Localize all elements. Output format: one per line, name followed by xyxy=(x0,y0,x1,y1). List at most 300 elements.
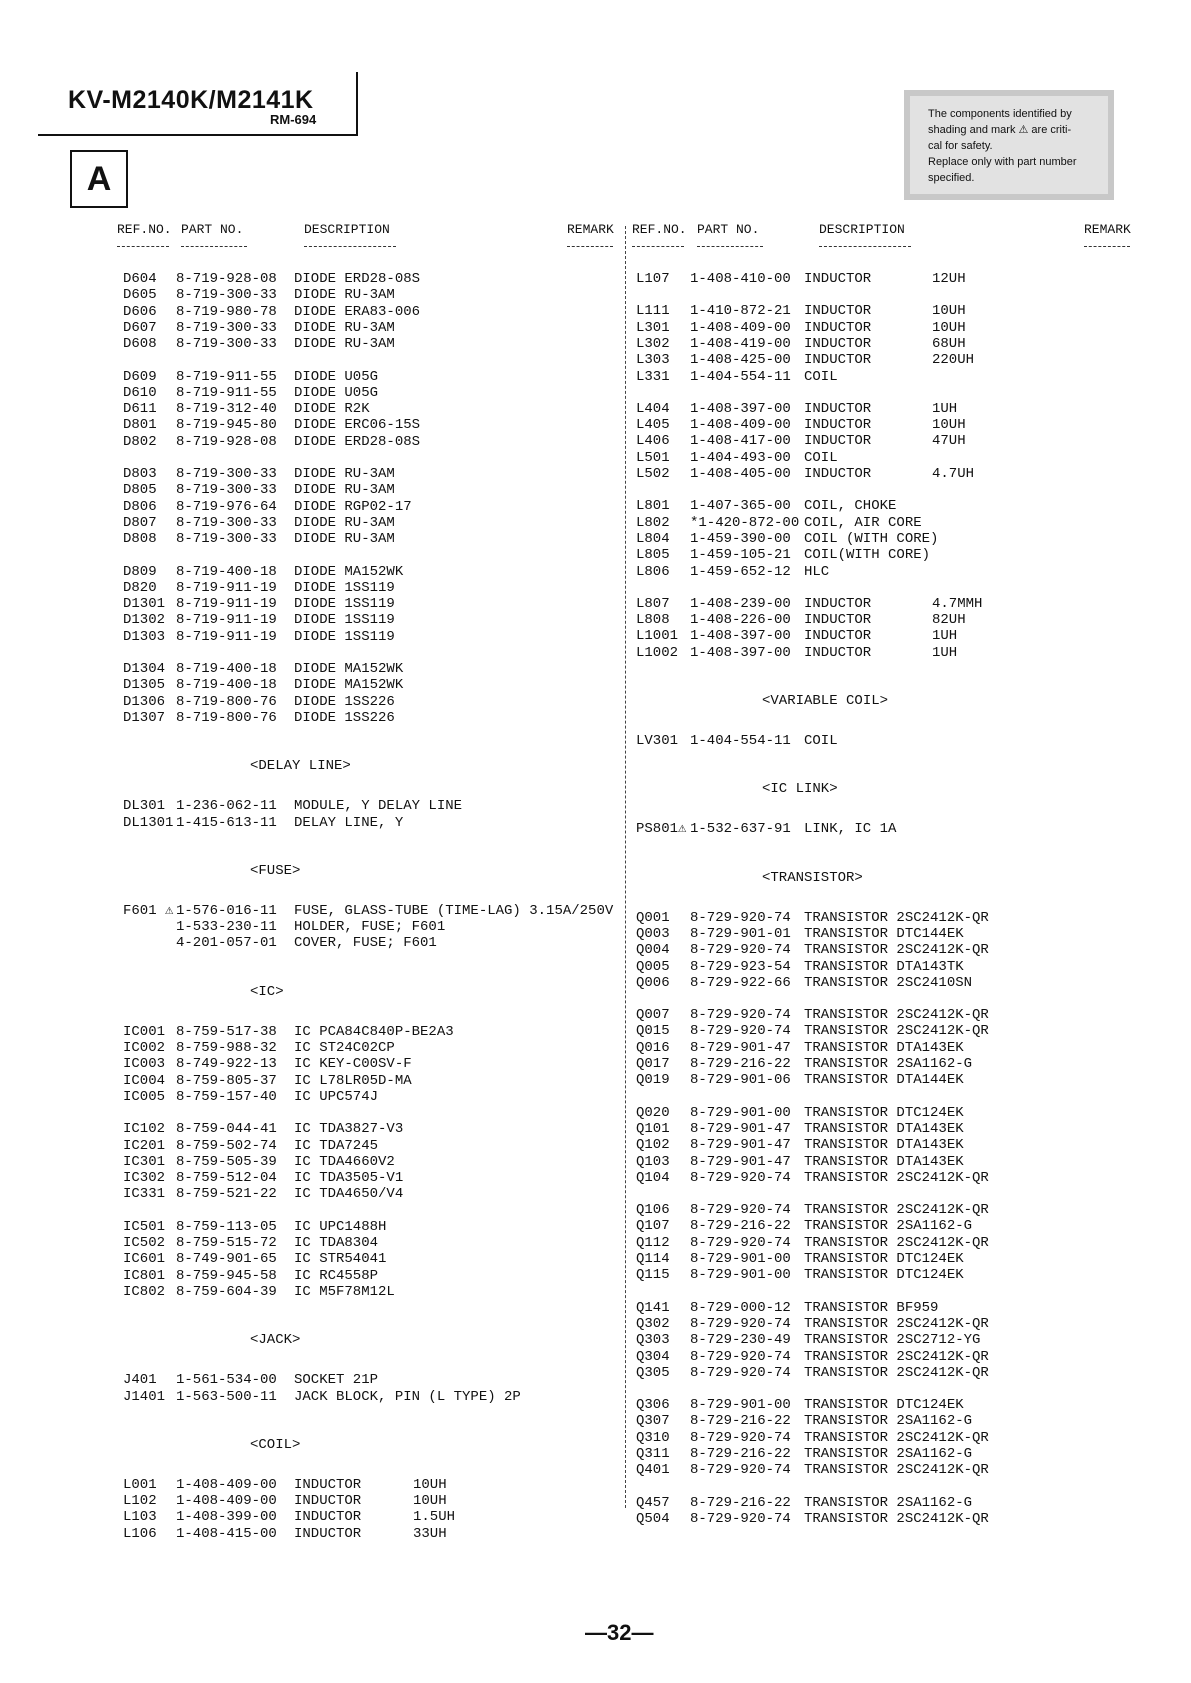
ref-no: J1401 xyxy=(123,1388,166,1405)
ref-no: Q114 xyxy=(636,1251,670,1267)
part-no: 8-759-515-72 xyxy=(176,1235,277,1251)
ref-no: D609 xyxy=(123,368,157,385)
part-description: IC TDA3505-V1 xyxy=(294,1170,404,1187)
ref-no: L805 xyxy=(636,547,670,564)
header-dash xyxy=(567,246,613,247)
ref-no: DL301 xyxy=(123,798,166,815)
part-value: 10UH xyxy=(932,303,966,320)
part-no: 1-407-365-00 xyxy=(690,498,791,515)
part-no: 1-459-105-21 xyxy=(690,547,791,564)
ref-no: D1307 xyxy=(123,709,166,726)
ref-no: IC502 xyxy=(123,1235,166,1251)
part-description: DIODE 1SS226 xyxy=(294,709,395,726)
part-no: 1-408-397-00 xyxy=(690,644,791,661)
part-value: 82UH xyxy=(932,612,966,629)
ref-no: IC003 xyxy=(123,1056,166,1073)
part-no: 8-719-800-76 xyxy=(176,693,277,710)
ref-no: L406 xyxy=(636,433,670,450)
part-description: COIL xyxy=(804,368,838,385)
ref-no: Q005 xyxy=(636,958,670,975)
part-no: 8-759-521-22 xyxy=(176,1186,277,1203)
ref-no: D1304 xyxy=(123,661,166,677)
ref-no: Q306 xyxy=(636,1397,670,1414)
part-description: INDUCTOR xyxy=(294,1493,362,1510)
part-no: 8-719-911-55 xyxy=(176,384,277,401)
part-description: TRANSISTOR DTA144EK xyxy=(804,1072,964,1089)
part-value: 1UH xyxy=(932,628,958,645)
ref-no: L001 xyxy=(123,1476,157,1493)
ref-no: D605 xyxy=(123,287,157,304)
section-heading: <JACK> xyxy=(250,1332,301,1349)
part-no: 8-729-923-54 xyxy=(690,958,791,975)
part-no: 8-719-400-18 xyxy=(176,677,277,694)
part-no: 8-759-988-32 xyxy=(176,1040,277,1056)
part-description: TRANSISTOR BF959 xyxy=(804,1299,939,1316)
part-description: INDUCTOR xyxy=(294,1476,362,1493)
part-value: 12UH xyxy=(932,271,966,287)
ref-no: IC301 xyxy=(123,1153,166,1170)
part-no: 8-729-901-47 xyxy=(690,1137,791,1154)
ref-no: L502 xyxy=(636,466,670,482)
ref-no: D809 xyxy=(123,563,157,580)
ref-no: L103 xyxy=(123,1509,157,1526)
part-no: 8-729-920-74 xyxy=(690,1234,791,1251)
part-description: TRANSISTOR DTC144EK xyxy=(804,925,964,942)
ref-no: Q017 xyxy=(636,1056,670,1072)
header-rule-vertical xyxy=(356,72,358,135)
model-title: KV-M2140K/M2141K xyxy=(68,86,314,114)
part-description: INDUCTOR xyxy=(804,271,872,287)
part-description: IC TDA7245 xyxy=(294,1137,379,1154)
ref-no: Q103 xyxy=(636,1153,670,1170)
ref-no: Q112 xyxy=(636,1234,670,1251)
part-description: INDUCTOR xyxy=(804,466,872,482)
part-no: 8-719-911-19 xyxy=(176,628,277,645)
part-no: 1-459-652-12 xyxy=(690,563,791,580)
part-no: 8-759-517-38 xyxy=(176,1023,277,1040)
part-no: 8-719-300-33 xyxy=(176,514,277,531)
part-description: IC PCA84C840P-BE2A3 xyxy=(294,1023,454,1040)
part-description: INDUCTOR xyxy=(804,433,872,450)
part-description: COVER, FUSE; F601 xyxy=(294,935,437,952)
ref-no: L107 xyxy=(636,271,670,287)
part-no: 8-729-901-06 xyxy=(690,1072,791,1089)
ref-no: DL1301 xyxy=(123,814,174,831)
part-description: DIODE MA152WK xyxy=(294,563,404,580)
part-description: DIODE MA152WK xyxy=(294,661,404,677)
part-description: JACK BLOCK, PIN (L TYPE) 2P xyxy=(294,1388,521,1405)
part-description: COIL (WITH CORE) xyxy=(804,530,939,547)
part-description: DIODE RU-3AM xyxy=(294,319,395,336)
section-heading: <VARIABLE COIL> xyxy=(762,693,889,709)
ref-no: IC601 xyxy=(123,1251,166,1268)
ref-no: Q141 xyxy=(636,1299,670,1316)
ref-no: IC005 xyxy=(123,1088,166,1105)
part-description: LINK, IC 1A xyxy=(804,821,897,838)
part-no: 8-759-604-39 xyxy=(176,1283,277,1300)
part-description: TRANSISTOR 2SA1162-G xyxy=(804,1446,973,1462)
ref-no: F601 ⚠ xyxy=(123,902,174,919)
column-header-ref-no: REF.NO. xyxy=(117,222,172,237)
part-no: 1-415-613-11 xyxy=(176,814,277,831)
ref-no: D820 xyxy=(123,579,157,596)
part-no: 8-719-911-19 xyxy=(176,596,277,613)
part-description: IC UPC1488H xyxy=(294,1218,387,1235)
column-header-part-no: PART NO. xyxy=(697,222,760,237)
ref-no: IC102 xyxy=(123,1121,166,1138)
part-description: DIODE ERD28-08S xyxy=(294,433,421,450)
section-heading: <TRANSISTOR> xyxy=(762,869,863,886)
column-header-remark: REMARK xyxy=(1084,222,1131,237)
part-description: IC KEY-C00SV-F xyxy=(294,1056,412,1073)
part-no: 8-729-920-74 xyxy=(690,942,791,959)
part-no: 8-729-000-12 xyxy=(690,1299,791,1316)
section-letter-box: A xyxy=(70,150,128,208)
ref-no: D802 xyxy=(123,433,157,450)
part-description: TRANSISTOR DTA143EK xyxy=(804,1120,964,1137)
part-description: IC UPC574J xyxy=(294,1088,379,1105)
part-no: 1-408-409-00 xyxy=(690,417,791,434)
ref-no: LV301 xyxy=(636,733,679,749)
part-no: 1-410-872-21 xyxy=(690,303,791,320)
part-no: 8-729-920-74 xyxy=(690,909,791,926)
ref-no: D610 xyxy=(123,384,157,401)
part-no: 1-533-230-11 xyxy=(176,919,277,936)
part-no: 8-729-901-00 xyxy=(690,1267,791,1284)
part-description: INDUCTOR xyxy=(804,335,872,352)
part-no: 8-729-920-74 xyxy=(690,1315,791,1332)
ref-no: Q102 xyxy=(636,1137,670,1154)
part-no: 1-408-405-00 xyxy=(690,466,791,482)
ref-no: IC302 xyxy=(123,1170,166,1187)
ref-no: Q401 xyxy=(636,1462,670,1479)
ref-no: Q303 xyxy=(636,1332,670,1349)
header-dash xyxy=(632,246,684,247)
part-description: IC ST24C02CP xyxy=(294,1040,395,1056)
part-description: HOLDER, FUSE; F601 xyxy=(294,919,446,936)
part-description: INDUCTOR xyxy=(804,644,872,661)
part-no: 8-719-400-18 xyxy=(176,563,277,580)
part-description: INDUCTOR xyxy=(804,352,872,369)
part-no: 8-719-911-55 xyxy=(176,368,277,385)
ref-no: Q020 xyxy=(636,1104,670,1121)
part-no: 8-729-216-22 xyxy=(690,1494,791,1511)
ref-no: IC801 xyxy=(123,1267,166,1284)
ref-no: D607 xyxy=(123,319,157,336)
part-no: 8-759-157-40 xyxy=(176,1088,277,1105)
part-description: INDUCTOR xyxy=(294,1509,362,1526)
part-no: 8-759-113-05 xyxy=(176,1218,277,1235)
part-no: 1-408-397-00 xyxy=(690,400,791,417)
part-no: 8-759-805-37 xyxy=(176,1072,277,1089)
part-no: 8-729-216-22 xyxy=(690,1056,791,1072)
part-no: 8-729-920-74 xyxy=(690,1023,791,1040)
part-no: 8-729-216-22 xyxy=(690,1446,791,1462)
part-description: DIODE RU-3AM xyxy=(294,336,395,353)
part-no: 1-408-226-00 xyxy=(690,612,791,629)
part-no: 8-759-505-39 xyxy=(176,1153,277,1170)
part-description: DIODE RU-3AM xyxy=(294,482,395,499)
part-no: 8-719-300-33 xyxy=(176,482,277,499)
ref-no: D1306 xyxy=(123,693,166,710)
ref-no: Q001 xyxy=(636,909,670,926)
section-heading: <IC> xyxy=(250,983,284,1000)
part-description: IC RC4558P xyxy=(294,1267,379,1284)
part-no: 8-729-901-00 xyxy=(690,1104,791,1121)
part-description: IC TDA4660V2 xyxy=(294,1153,395,1170)
ref-no: D807 xyxy=(123,514,157,531)
part-no: 1-408-409-00 xyxy=(690,319,791,336)
part-description: TRANSISTOR DTA143EK xyxy=(804,1039,964,1056)
ref-no: Q307 xyxy=(636,1413,670,1430)
ref-no: Q003 xyxy=(636,925,670,942)
ref-no: D808 xyxy=(123,531,157,548)
header-dash xyxy=(304,246,396,247)
part-no: 8-729-230-49 xyxy=(690,1332,791,1349)
part-description: DELAY LINE, Y xyxy=(294,814,404,831)
part-description: TRANSISTOR 2SC2412K-QR xyxy=(804,1429,989,1446)
part-description: COIL, CHOKE xyxy=(804,498,897,515)
part-description: DIODE 1SS119 xyxy=(294,628,395,645)
safety-notice-line: cal for safety. xyxy=(928,140,993,152)
safety-notice-line: shading and mark ⚠ are criti- xyxy=(928,124,1072,136)
safety-notice-line: specified. xyxy=(928,172,975,184)
part-no: 8-749-901-65 xyxy=(176,1251,277,1268)
part-no: 8-719-928-08 xyxy=(176,433,277,450)
ref-no: L302 xyxy=(636,335,670,352)
part-description: DIODE 1SS119 xyxy=(294,596,395,613)
part-value: 10UH xyxy=(413,1493,447,1510)
ref-no: D1305 xyxy=(123,677,166,694)
part-no: 1-408-397-00 xyxy=(690,628,791,645)
part-no: 1-576-016-11 xyxy=(176,902,277,919)
part-description: DIODE RU-3AM xyxy=(294,514,395,531)
ref-no: Q504 xyxy=(636,1510,670,1527)
part-no: 8-719-928-08 xyxy=(176,271,277,287)
column-header-part-no: PART NO. xyxy=(181,222,244,237)
ref-no: Q015 xyxy=(636,1023,670,1040)
part-no: 1-404-493-00 xyxy=(690,449,791,466)
ref-no: D606 xyxy=(123,303,157,320)
part-description: DIODE 1SS119 xyxy=(294,579,395,596)
ref-no: L106 xyxy=(123,1525,157,1542)
part-no: 8-719-300-33 xyxy=(176,531,277,548)
part-description: INDUCTOR xyxy=(294,1525,362,1542)
ref-no: L404 xyxy=(636,400,670,417)
ref-no: Q115 xyxy=(636,1267,670,1284)
part-no: 8-759-044-41 xyxy=(176,1121,277,1138)
part-no: 1-408-409-00 xyxy=(176,1493,277,1510)
part-description: INDUCTOR xyxy=(804,417,872,434)
header-dash xyxy=(117,246,169,247)
part-description: TRANSISTOR 2SC2412K-QR xyxy=(804,1348,989,1365)
part-no: 8-749-922-13 xyxy=(176,1056,277,1073)
part-no: 8-729-901-00 xyxy=(690,1397,791,1414)
part-description: DIODE RU-3AM xyxy=(294,466,395,482)
part-no: 1-408-409-00 xyxy=(176,1476,277,1493)
section-heading: <FUSE> xyxy=(250,862,301,879)
section-heading: <IC LINK> xyxy=(762,781,838,798)
part-description: DIODE U05G xyxy=(294,368,379,385)
ref-no: IC001 xyxy=(123,1023,166,1040)
ref-no: L1002 xyxy=(636,644,679,661)
ref-no: Q305 xyxy=(636,1364,670,1381)
part-description: SOCKET 21P xyxy=(294,1372,379,1389)
part-value: 10UH xyxy=(413,1476,447,1493)
part-no: 1-408-399-00 xyxy=(176,1509,277,1526)
part-description: IC TDA3827-V3 xyxy=(294,1121,404,1138)
part-value: 4.7MMH xyxy=(932,595,983,612)
part-description: HLC xyxy=(804,563,830,580)
part-description: COIL, AIR CORE xyxy=(804,514,922,531)
part-description: TRANSISTOR 2SC2412K-QR xyxy=(804,1202,989,1219)
part-no: 4-201-057-01 xyxy=(176,935,277,952)
part-no: 8-719-911-19 xyxy=(176,579,277,596)
part-value: 10UH xyxy=(932,319,966,336)
part-no: 8-719-976-64 xyxy=(176,498,277,515)
part-value: 33UH xyxy=(413,1525,447,1542)
part-no: 8-729-901-01 xyxy=(690,925,791,942)
part-description: IC L78LR05D-MA xyxy=(294,1072,412,1089)
section-heading: <DELAY LINE> xyxy=(250,758,351,775)
part-value: 220UH xyxy=(932,352,975,369)
part-no: 1-404-554-11 xyxy=(690,733,791,749)
part-no: 8-719-945-80 xyxy=(176,417,277,434)
part-no: 8-729-901-00 xyxy=(690,1251,791,1267)
ref-no: Q457 xyxy=(636,1494,670,1511)
part-no: 8-729-920-74 xyxy=(690,1202,791,1219)
part-description: DIODE RU-3AM xyxy=(294,287,395,304)
header-dash xyxy=(181,246,247,247)
part-description: TRANSISTOR DTC124EK xyxy=(804,1397,964,1414)
ref-no: L807 xyxy=(636,595,670,612)
ref-no: Q007 xyxy=(636,1007,670,1024)
ref-no: Q310 xyxy=(636,1429,670,1446)
safety-notice-line: Replace only with part number xyxy=(928,156,1077,168)
part-description: IC M5F78M12L xyxy=(294,1283,395,1300)
part-value: 1UH xyxy=(932,644,958,661)
ref-no: IC002 xyxy=(123,1040,166,1056)
part-description: INDUCTOR xyxy=(804,612,872,629)
part-description: INDUCTOR xyxy=(804,595,872,612)
part-no: 8-719-400-18 xyxy=(176,661,277,677)
ref-no: IC201 xyxy=(123,1137,166,1154)
part-description: TRANSISTOR 2SA1162-G xyxy=(804,1413,973,1430)
ref-no: D608 xyxy=(123,336,157,353)
part-no: 8-729-216-22 xyxy=(690,1413,791,1430)
ref-no: Q302 xyxy=(636,1315,670,1332)
part-no: 1-563-500-11 xyxy=(176,1388,277,1405)
ref-no: L301 xyxy=(636,319,670,336)
part-value: 1.5UH xyxy=(413,1509,456,1526)
part-no: 8-729-920-74 xyxy=(690,1462,791,1479)
ref-no: D806 xyxy=(123,498,157,515)
ref-no: L303 xyxy=(636,352,670,369)
part-description: TRANSISTOR 2SC2412K-QR xyxy=(804,1510,989,1527)
part-description: DIODE 1SS119 xyxy=(294,612,395,629)
part-description: TRANSISTOR 2SC2412K-QR xyxy=(804,1234,989,1251)
part-no: 8-759-512-04 xyxy=(176,1170,277,1187)
part-no: 8-729-901-47 xyxy=(690,1039,791,1056)
part-description: DIODE U05G xyxy=(294,384,379,401)
part-no: 8-729-922-66 xyxy=(690,974,791,991)
part-no: 1-532-637-91 xyxy=(690,821,791,838)
part-description: DIODE R2K xyxy=(294,401,370,418)
part-description: COIL(WITH CORE) xyxy=(804,547,931,564)
ref-no: D803 xyxy=(123,466,157,482)
ref-no: Q004 xyxy=(636,942,670,959)
part-no: 1-408-415-00 xyxy=(176,1525,277,1542)
header-dash xyxy=(819,246,911,247)
column-header-ref-no: REF.NO. xyxy=(632,222,687,237)
part-description: TRANSISTOR 2SC2412K-QR xyxy=(804,1023,989,1040)
ref-no: L102 xyxy=(123,1493,157,1510)
part-no: 8-729-216-22 xyxy=(690,1218,791,1235)
part-no: 8-759-945-58 xyxy=(176,1267,277,1284)
ref-no: IC331 xyxy=(123,1186,166,1203)
column-divider xyxy=(625,226,626,1508)
part-value: 4.7UH xyxy=(932,466,975,482)
part-no: 1-561-534-00 xyxy=(176,1372,277,1389)
part-description: TRANSISTOR DTC124EK xyxy=(804,1267,964,1284)
part-no: 8-729-901-47 xyxy=(690,1120,791,1137)
ref-no: L801 xyxy=(636,498,670,515)
ref-no: Q104 xyxy=(636,1169,670,1186)
part-description: DIODE ERD28-08S xyxy=(294,271,421,287)
part-description: TRANSISTOR 2SC2412K-QR xyxy=(804,1169,989,1186)
ref-no: D611 xyxy=(123,401,157,418)
part-no: 8-719-800-76 xyxy=(176,709,277,726)
part-no: 1-408-239-00 xyxy=(690,595,791,612)
part-description: IC TDA8304 xyxy=(294,1235,379,1251)
header-dash xyxy=(1084,246,1130,247)
part-description: TRANSISTOR 2SC2412K-QR xyxy=(804,942,989,959)
part-value: 47UH xyxy=(932,433,966,450)
part-no: 8-729-920-74 xyxy=(690,1429,791,1446)
ref-no: D604 xyxy=(123,271,157,287)
part-description: TRANSISTOR DTA143TK xyxy=(804,958,964,975)
header-dash xyxy=(697,246,763,247)
page-number: —32— xyxy=(585,1620,654,1645)
part-no: 8-759-502-74 xyxy=(176,1137,277,1154)
ref-no: Q311 xyxy=(636,1446,670,1462)
part-description: TRANSISTOR DTC124EK xyxy=(804,1104,964,1121)
ref-no: D805 xyxy=(123,482,157,499)
part-description: INDUCTOR xyxy=(804,400,872,417)
part-description: INDUCTOR xyxy=(804,628,872,645)
safety-notice-line: The components identified by xyxy=(928,108,1072,120)
ref-no: IC004 xyxy=(123,1072,166,1089)
part-no: 8-729-920-74 xyxy=(690,1169,791,1186)
part-no: 8-729-920-74 xyxy=(690,1510,791,1527)
safety-notice xyxy=(904,90,1114,200)
ref-no: L501 xyxy=(636,449,670,466)
part-no: 8-729-920-74 xyxy=(690,1007,791,1024)
part-description: DIODE RU-3AM xyxy=(294,531,395,548)
part-description: TRANSISTOR DTC124EK xyxy=(804,1251,964,1267)
ref-no: Q106 xyxy=(636,1202,670,1219)
part-no: 8-719-300-33 xyxy=(176,287,277,304)
part-description: TRANSISTOR 2SC2412K-QR xyxy=(804,1315,989,1332)
part-description: TRANSISTOR 2SC2712-YG xyxy=(804,1332,981,1349)
ref-no: Q016 xyxy=(636,1039,670,1056)
part-no: 8-729-920-74 xyxy=(690,1348,791,1365)
ref-no: L802 xyxy=(636,514,670,531)
column-header-description: DESCRIPTION xyxy=(304,222,390,237)
part-value: 68UH xyxy=(932,335,966,352)
header-rule xyxy=(38,134,358,136)
ref-no: D1301 xyxy=(123,596,166,613)
